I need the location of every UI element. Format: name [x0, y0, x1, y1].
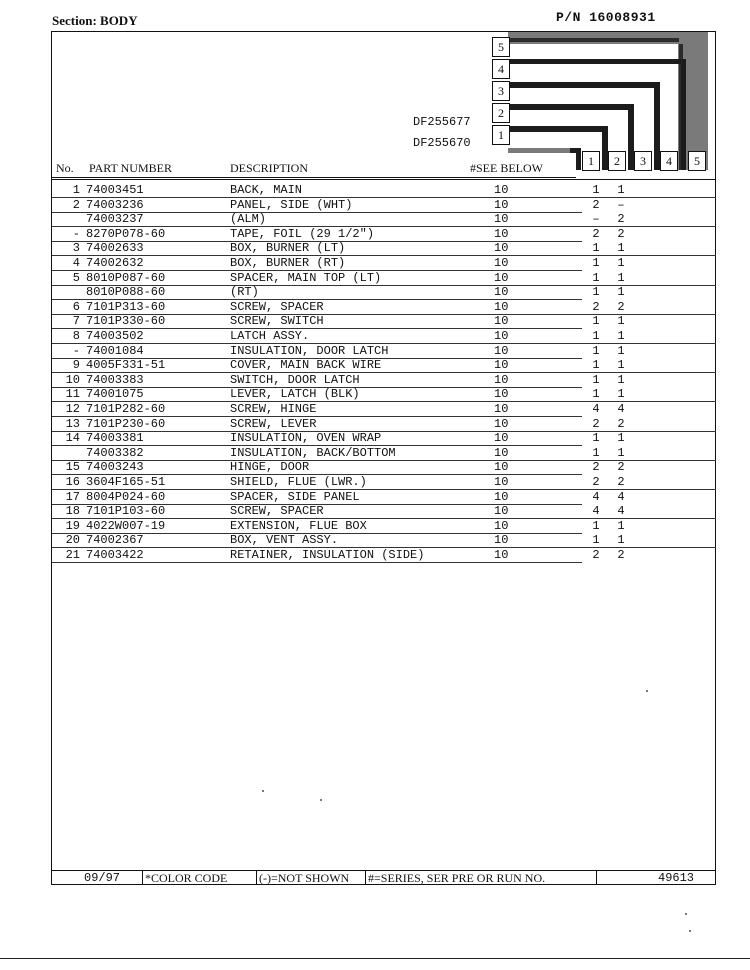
see-below: 10: [494, 387, 509, 402]
footer-divider: [596, 871, 597, 885]
series-1-qty: 1: [592, 533, 600, 548]
series-col-4: 4: [660, 151, 678, 171]
see-below: 10: [494, 475, 509, 489]
part-number: 8010P088-60: [86, 285, 166, 300]
see-below: 10: [494, 256, 509, 270]
see-below: 10: [494, 431, 509, 446]
description: INSULATION, BACK/BOTTOM: [230, 445, 396, 460]
see-below: 10: [494, 314, 509, 329]
description: SCREW, SWITCH: [230, 314, 324, 329]
header-underline-2: [51, 179, 716, 180]
part-number: 7101P313-60: [86, 299, 166, 314]
footer-series-note: #=SERIES, SER PRE OR RUN NO.: [368, 871, 546, 885]
see-below: 10: [494, 212, 509, 227]
series-2-qty: 1: [617, 270, 625, 285]
row-number: 13: [65, 416, 80, 431]
scan-speck: [320, 799, 322, 801]
series-1-qty: 2: [592, 460, 600, 475]
series-2-qty: 1: [617, 256, 625, 270]
series-box-4: 4: [492, 59, 510, 79]
column-header-no: No.: [56, 161, 74, 175]
column-header-part-number: PART NUMBER: [89, 161, 172, 175]
description: LEVER, LATCH (BLK): [230, 387, 360, 402]
row-number: 1: [72, 183, 80, 197]
table-row: [52, 505, 716, 519]
series-box-3: 3: [492, 81, 510, 101]
part-number: 74003237: [86, 212, 144, 227]
row-number: 4: [72, 256, 80, 270]
table-row: [52, 388, 716, 402]
part-number-label: P/N 16008931: [556, 10, 656, 25]
series-1-qty: 1: [592, 431, 600, 446]
series-staircase-graphic: [488, 30, 716, 172]
column-header-see-below: #SEE BELOW: [470, 161, 543, 175]
see-below: 10: [494, 183, 509, 197]
table-row: [52, 301, 716, 315]
description: SCREW, LEVER: [230, 416, 317, 431]
series-2-qty: 2: [617, 212, 625, 227]
table-row: [52, 315, 716, 329]
see-below: 10: [494, 226, 509, 241]
part-number: 7101P230-60: [86, 416, 166, 431]
see-below: 10: [494, 489, 509, 504]
series-1-qty: 4: [592, 504, 600, 519]
see-below: 10: [494, 445, 509, 460]
table-row: [52, 330, 716, 344]
row-number: 7: [72, 314, 80, 329]
row-number: 5: [72, 270, 80, 285]
series-2-qty: 1: [617, 314, 625, 329]
table-row: [52, 199, 716, 213]
row-number: 2: [72, 197, 80, 212]
row-number: 14: [65, 431, 80, 446]
description: SCREW, HINGE: [230, 402, 317, 416]
part-number: 74002367: [86, 533, 144, 548]
series-2-qty: 2: [617, 475, 625, 489]
see-below: 10: [494, 343, 509, 358]
description: BOX, VENT ASSY.: [230, 533, 339, 548]
series-1-qty: 2: [592, 299, 600, 314]
series-2-qty: 1: [617, 518, 625, 533]
series-2-qty: 2: [617, 299, 625, 314]
part-number: 4022W007-19: [86, 518, 166, 533]
see-below: 10: [494, 329, 509, 343]
part-number: 74003243: [86, 460, 144, 475]
see-below: 10: [494, 402, 509, 416]
description: INSULATION, DOOR LATCH: [230, 343, 389, 358]
see-below: 10: [494, 241, 509, 256]
table-row: [52, 286, 716, 300]
table-row: [52, 242, 716, 256]
table-row: [52, 432, 716, 446]
description: SCREW, SPACER: [230, 504, 324, 519]
series-1-qty: 1: [592, 256, 600, 270]
table-row: [52, 184, 716, 198]
series-2-qty: 2: [617, 416, 625, 431]
row-number: 18: [65, 504, 80, 519]
see-below: 10: [494, 358, 509, 373]
see-below: 10: [494, 460, 509, 475]
series-1-qty: 2: [592, 197, 600, 212]
see-below: 10: [494, 533, 509, 548]
header-underline: [51, 177, 576, 178]
row-number: 11: [65, 387, 80, 402]
part-number: 74003451: [86, 183, 144, 197]
series-1-qty: 1: [592, 445, 600, 460]
series-col-3: 3: [634, 151, 652, 171]
part-number: 7101P103-60: [86, 504, 166, 519]
row-number: 10: [65, 372, 80, 387]
part-number: 8010P087-60: [86, 270, 166, 285]
part-number: 74003422: [86, 548, 144, 562]
series-1-qty: 4: [592, 489, 600, 504]
see-below: 10: [494, 285, 509, 300]
row-number: 15: [65, 460, 80, 475]
column-header-description: DESCRIPTION: [230, 161, 309, 175]
table-row: [52, 461, 716, 475]
series-1-qty: 2: [592, 226, 600, 241]
table-row: [52, 213, 716, 227]
series-box-2: 2: [492, 103, 510, 123]
description: SHIELD, FLUE (LWR.): [230, 475, 367, 489]
table-row: [52, 403, 716, 417]
series-2-qty: 4: [617, 504, 625, 519]
footer-divider: [142, 871, 143, 885]
series-2-qty: 1: [617, 329, 625, 343]
series-1-qty: 2: [592, 475, 600, 489]
footer-code: 49613: [658, 871, 695, 885]
table-row: [52, 272, 716, 286]
series-2-qty: 1: [617, 343, 625, 358]
series-1-qty: 1: [592, 285, 600, 300]
see-below: 10: [494, 504, 509, 519]
footer-divider: [256, 871, 257, 885]
part-number: 7101P330-60: [86, 314, 166, 329]
page-bottom-rule: [0, 958, 750, 959]
series-2-qty: 1: [617, 387, 625, 402]
row-number: 17: [65, 489, 80, 504]
series-1-qty: 1: [592, 343, 600, 358]
series-1-qty: 1: [592, 387, 600, 402]
part-number: 74002633: [86, 241, 144, 256]
part-number: 74001084: [86, 343, 144, 358]
series-2-qty: 1: [617, 445, 625, 460]
row-number: 3: [72, 241, 80, 256]
see-below: 10: [494, 518, 509, 533]
table-row: [52, 534, 716, 548]
model-number-a: DF255677: [413, 115, 471, 129]
description: SCREW, SPACER: [230, 299, 324, 314]
see-below: 10: [494, 197, 509, 212]
description: SPACER, SIDE PANEL: [230, 489, 360, 504]
row-number: 6: [72, 299, 80, 314]
part-number: 8270P078-60: [86, 226, 166, 241]
part-number: 74002632: [86, 256, 144, 270]
series-2-qty: 2: [617, 548, 625, 562]
row-number: 16: [65, 475, 80, 489]
series-2-qty: 4: [617, 402, 625, 416]
description: BOX, BURNER (RT): [230, 256, 346, 270]
series-1-qty: 1: [592, 270, 600, 285]
see-below: 10: [494, 372, 509, 387]
description: BACK, MAIN: [230, 183, 303, 197]
scan-speck: [646, 690, 648, 692]
row-number: -: [72, 226, 80, 241]
series-2-qty: 1: [617, 431, 625, 446]
footer-not-shown: (-)=NOT SHOWN: [259, 871, 350, 885]
description: PANEL, SIDE (WHT): [230, 197, 353, 212]
see-below: 10: [494, 548, 509, 562]
part-number: 3604F165-51: [86, 475, 166, 489]
part-number: 7101P282-60: [86, 402, 166, 416]
series-2-qty: 4: [617, 489, 625, 504]
table-row: [52, 418, 716, 432]
table-row: [52, 549, 716, 563]
see-below: 10: [494, 299, 509, 314]
series-col-2: 2: [608, 151, 626, 171]
table-row: [52, 374, 716, 388]
see-below: 10: [494, 270, 509, 285]
row-number: -: [72, 343, 80, 358]
scan-speck: [685, 913, 687, 915]
description: HINGE, DOOR: [230, 460, 310, 475]
description: RETAINER, INSULATION (SIDE): [230, 548, 425, 562]
series-1-qty: 4: [592, 402, 600, 416]
row-number: 19: [65, 518, 80, 533]
part-number: 4005F331-51: [86, 358, 166, 373]
footer-color-code: *COLOR CODE: [145, 871, 228, 885]
series-1-qty: 1: [592, 518, 600, 533]
series-2-qty: –: [617, 197, 625, 212]
description: SWITCH, DOOR LATCH: [230, 372, 360, 387]
table-row: [52, 447, 716, 461]
description: COVER, MAIN BACK WIRE: [230, 358, 382, 373]
table-row: [52, 520, 716, 534]
description: (RT): [230, 285, 259, 300]
row-number: 21: [65, 548, 80, 562]
scan-speck: [689, 930, 691, 932]
section-label: Section: BODY: [52, 13, 138, 28]
series-1-qty: 1: [592, 183, 600, 197]
row-number: 20: [65, 533, 80, 548]
series-1-qty: –: [592, 212, 600, 227]
scan-speck: [262, 790, 264, 792]
series-1-qty: 1: [592, 314, 600, 329]
series-1-qty: 1: [592, 372, 600, 387]
row-number: 9: [72, 358, 80, 373]
row-number: 8: [72, 329, 80, 343]
series-2-qty: 1: [617, 372, 625, 387]
description: TAPE, FOIL (29 1/2"): [230, 226, 375, 241]
series-2-qty: 1: [617, 241, 625, 256]
row-number: 12: [65, 402, 80, 416]
description: BOX, BURNER (LT): [230, 241, 346, 256]
table-row: [52, 476, 716, 490]
series-2-qty: 1: [617, 285, 625, 300]
series-1-qty: 1: [592, 358, 600, 373]
series-2-qty: 1: [617, 358, 625, 373]
series-2-qty: 2: [617, 226, 625, 241]
series-1-qty: 2: [592, 548, 600, 562]
series-2-qty: 1: [617, 183, 625, 197]
row-rule: [52, 562, 582, 563]
series-2-qty: 2: [617, 460, 625, 475]
description: INSULATION, OVEN WRAP: [230, 431, 382, 446]
series-col-5: 5: [688, 151, 706, 171]
table-row: [52, 228, 716, 242]
part-number: 74003236: [86, 197, 144, 212]
series-col-1: 1: [582, 151, 600, 171]
series-1-qty: 1: [592, 329, 600, 343]
footer-date: 09/97: [84, 871, 121, 885]
description: SPACER, MAIN TOP (LT): [230, 270, 382, 285]
description: EXTENSION, FLUE BOX: [230, 518, 367, 533]
series-box-1: 1: [492, 125, 510, 145]
part-number: 74003381: [86, 431, 144, 446]
part-number: 8004P024-60: [86, 489, 166, 504]
table-row: [52, 491, 716, 505]
description: (ALM): [230, 212, 267, 227]
footer-divider: [365, 871, 366, 885]
table-row: [52, 345, 716, 359]
part-number: 74001075: [86, 387, 144, 402]
series-1-qty: 1: [592, 241, 600, 256]
series-1-qty: 2: [592, 416, 600, 431]
series-box-5: 5: [492, 37, 510, 57]
part-number: 74003383: [86, 372, 144, 387]
table-row: [52, 359, 716, 373]
description: LATCH ASSY.: [230, 329, 310, 343]
table-row: [52, 257, 716, 271]
see-below: 10: [494, 416, 509, 431]
part-number: 74003382: [86, 445, 144, 460]
model-number-b: DF255670: [413, 136, 471, 150]
part-number: 74003502: [86, 329, 144, 343]
series-2-qty: 1: [617, 533, 625, 548]
